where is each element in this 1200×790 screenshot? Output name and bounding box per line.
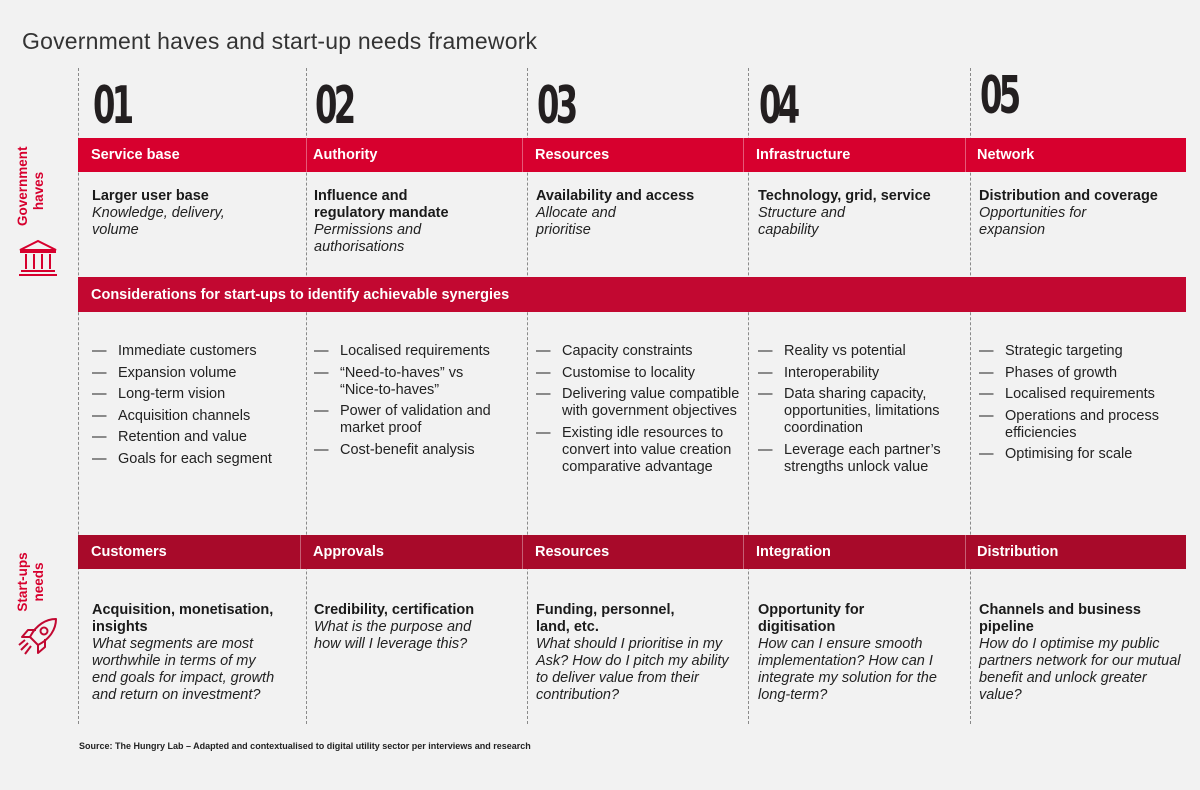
list-item: — Retention and value <box>92 429 297 446</box>
list-item: — Customise to locality <box>536 365 741 382</box>
gov-subtext: Knowledge, delivery, volume <box>92 205 225 238</box>
considerations-list <box>979 343 1184 468</box>
need-heading: Opportunity for digitisation <box>758 602 865 635</box>
gov-subtext: Structure and capability <box>758 205 846 238</box>
band-separator <box>743 138 744 172</box>
band-separator <box>300 535 301 569</box>
need-subtext: What should I prioritise in my Ask? How do I pitch my ability to deliver value from their contribution? <box>536 636 729 703</box>
list-item: — Leverage each partner’s strengths unlock value <box>758 442 968 476</box>
list-item: — Long-term vision <box>92 386 297 403</box>
need-subtext: How do I optimise my public partners network for our mutual benefit and unlock greater value? <box>979 636 1181 703</box>
list-item: — Expansion volume <box>92 365 297 382</box>
list-item: — Existing idle resources to convert into value creation comparative advantage <box>536 425 741 476</box>
gov-label-network: Network <box>977 147 1035 163</box>
need-cell <box>979 602 1189 704</box>
list-item: — Localised requirements <box>314 343 519 360</box>
column-number: 02 <box>315 76 353 136</box>
gov-label-authority: Authority <box>313 147 378 163</box>
need-label-integration: Integration <box>756 544 831 560</box>
gov-cell <box>92 188 282 239</box>
list-item: — Power of validation and market proof <box>314 403 519 437</box>
need-heading: Acquisition, monetisation, insights <box>92 602 274 635</box>
list-item: — Interoperability <box>758 365 968 382</box>
need-subtext: What segments are most worthwhile in terms of my end goals for impact, growth and return on investment? <box>92 636 275 703</box>
startups-needs-label <box>15 544 47 620</box>
considerations-label: Considerations for start-ups to identify achievable synergies <box>91 286 510 303</box>
rocket-icon <box>16 615 60 659</box>
gov-subtext: Allocate and prioritise <box>536 205 616 238</box>
considerations-list <box>536 343 741 480</box>
band-separator <box>743 535 744 569</box>
need-label-resources: Resources <box>535 544 610 560</box>
band-separator <box>522 138 523 172</box>
list-item: — Phases of growth <box>979 365 1184 382</box>
considerations-list <box>92 343 297 472</box>
gov-heading: Larger user base <box>92 188 209 204</box>
list-item: — Immediate customers <box>92 343 297 360</box>
list-item: — “Need-to-haves” vs “Nice-to-haves” <box>314 365 519 399</box>
gov-label-service-base: Service base <box>91 147 180 163</box>
considerations-band <box>78 277 1186 312</box>
need-subtext: What is the purpose and how will I leverage this? <box>314 619 472 652</box>
list-item: — Optimising for scale <box>979 446 1184 463</box>
gov-heading: Technology, grid, service <box>758 188 931 204</box>
gov-label-infrastructure: Infrastructure <box>756 147 851 163</box>
need-heading: Channels and business pipeline <box>979 602 1141 635</box>
band-separator <box>965 138 966 172</box>
list-item: — Capacity constraints <box>536 343 741 360</box>
considerations-list <box>314 343 519 463</box>
need-subtext: How can I ensure smooth implementation? How can I integrate my solution for the long-term? <box>758 636 937 703</box>
band-separator <box>522 535 523 569</box>
band-separator <box>306 138 307 172</box>
list-item: — Localised requirements <box>979 386 1184 403</box>
list-item: — Reality vs potential <box>758 343 968 360</box>
list-item: — Goals for each segment <box>92 451 297 468</box>
government-haves-text: Government haves <box>15 146 46 226</box>
list-item: — Data sharing capacity, opportunities, limitations coordination <box>758 386 968 437</box>
gov-heading: Distribution and coverage <box>979 188 1158 204</box>
need-heading: Funding, personnel, land, etc. <box>536 602 675 635</box>
list-item: — Strategic targeting <box>979 343 1184 360</box>
need-cell <box>92 602 297 704</box>
government-haves-label <box>15 148 47 234</box>
gov-subtext: Opportunities for expansion <box>979 205 1087 238</box>
gov-label-resources: Resources <box>535 147 610 163</box>
gov-cell <box>314 188 484 256</box>
need-cell <box>314 602 519 653</box>
list-item: — Operations and process efficiencies <box>979 408 1184 442</box>
need-heading: Credibility, certification <box>314 602 475 618</box>
need-cell <box>536 602 741 704</box>
considerations-list <box>758 343 968 480</box>
list-item: — Cost-benefit analysis <box>314 442 519 459</box>
page-title: Government haves and start-up needs framework <box>22 28 538 54</box>
gov-cell <box>536 188 736 239</box>
need-label-customers: Customers <box>91 544 167 560</box>
column-number: 01 <box>93 76 131 136</box>
column-number: 04 <box>759 76 797 136</box>
gov-heading: Influence and regulatory mandate <box>314 188 449 221</box>
gov-subtext: Permissions and authorisations <box>314 222 422 255</box>
need-cell <box>758 602 963 704</box>
gov-heading: Availability and access <box>536 188 695 204</box>
startups-needs-text: Start-ups needs <box>15 552 46 612</box>
startups-needs-band <box>78 535 1186 569</box>
list-item: — Delivering value compatible with government objectives <box>536 386 741 420</box>
gov-cell <box>979 188 1189 239</box>
need-label-approvals: Approvals <box>313 544 384 560</box>
gov-cell <box>758 188 958 239</box>
list-item: — Acquisition channels <box>92 408 297 425</box>
government-haves-band <box>78 138 1186 172</box>
source-note: Source: The Hungry Lab – Adapted and contextualised to digital utility sector per interviews and research <box>79 741 531 751</box>
band-separator <box>965 535 966 569</box>
column-number: 05 <box>980 66 1018 126</box>
government-building-icon <box>18 238 58 278</box>
need-label-distribution: Distribution <box>977 544 1059 560</box>
column-number: 03 <box>537 76 575 136</box>
